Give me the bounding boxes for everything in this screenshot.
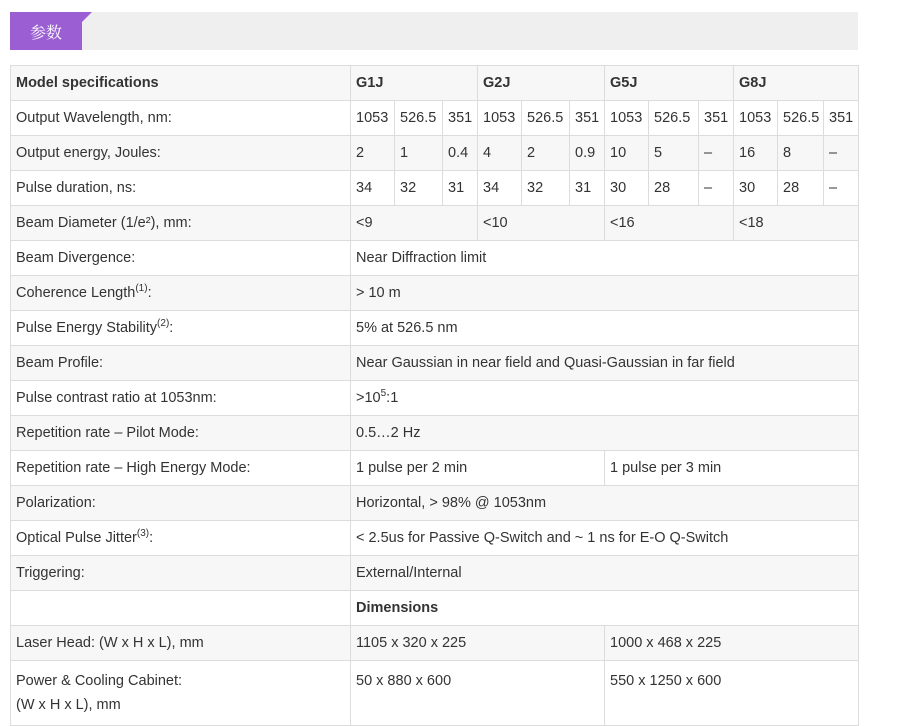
table-cell: – xyxy=(824,171,859,206)
table-cell: 351 xyxy=(570,101,605,136)
table-row-beam-diameter xyxy=(11,206,859,241)
table-cell: <9 xyxy=(351,206,478,241)
table-row-beam-profile xyxy=(11,346,859,381)
label-text: Coherence Length xyxy=(16,285,136,301)
row-label: Pulse contrast ratio at 1053nm: xyxy=(11,381,351,416)
row-label: Beam Divergence: xyxy=(11,241,351,276)
tab-corner xyxy=(82,12,92,22)
row-label: Beam Profile: xyxy=(11,346,351,381)
model-g2j: G2J xyxy=(478,66,605,101)
table-row-polarization xyxy=(11,486,859,521)
table-cell: 32 xyxy=(522,171,570,206)
table-cell: 34 xyxy=(478,171,522,206)
table-cell: 1053 xyxy=(605,101,649,136)
table-cell: 28 xyxy=(778,171,824,206)
table-cell: < 2.5us for Passive Q-Switch and ~ 1 ns for E-O Q-Switch xyxy=(351,521,859,556)
row-label: Repetition rate – High Energy Mode: xyxy=(11,451,351,486)
table-cell: 351 xyxy=(699,101,734,136)
spec-table xyxy=(10,65,859,726)
tab-bar xyxy=(10,12,858,50)
table-cell: 30 xyxy=(734,171,778,206)
table-cell: 351 xyxy=(824,101,859,136)
label-line-2: (W x H x L), mm xyxy=(16,697,121,713)
row-label: Laser Head: (W x H x L), mm xyxy=(11,626,351,661)
table-cell: 2 xyxy=(351,136,395,171)
table-row-energy xyxy=(11,136,859,171)
table-cell: 0.4 xyxy=(443,136,478,171)
label-line-1: Power & Cooling Cabinet: xyxy=(16,673,183,689)
table-row-divergence xyxy=(11,241,859,276)
section-heading: Dimensions xyxy=(351,591,859,626)
table-cell: Near Gaussian in near field and Quasi-Gaussian in far field xyxy=(351,346,859,381)
table-cell: <18 xyxy=(734,206,859,241)
row-label: Beam Diameter (1/e²), mm: xyxy=(11,206,351,241)
table-cell: 4 xyxy=(478,136,522,171)
table-cell: External/Internal xyxy=(351,556,859,591)
table-cell: <10 xyxy=(478,206,605,241)
table-cell: Near Diffraction limit xyxy=(351,241,859,276)
row-label: Model specifications xyxy=(11,66,351,101)
table-cell: 5% at 526.5 nm xyxy=(351,311,859,346)
table-cell: 0.9 xyxy=(570,136,605,171)
label-text: Pulse Energy Stability xyxy=(16,320,158,336)
value-base: >10 xyxy=(356,390,381,406)
table-row-coherence xyxy=(11,276,859,311)
table-cell: 526.5 xyxy=(649,101,699,136)
table-cell: 550 x 1250 x 600 xyxy=(605,661,859,726)
value-suffix: :1 xyxy=(386,390,399,406)
table-cell: 16 xyxy=(734,136,778,171)
table-cell: 1 pulse per 3 min xyxy=(605,451,859,486)
table-cell: 32 xyxy=(395,171,443,206)
table-cell: <16 xyxy=(605,206,734,241)
table-cell: 1000 x 468 x 225 xyxy=(605,626,859,661)
table-row-stability xyxy=(11,311,859,346)
table-cell: 1 pulse per 2 min xyxy=(351,451,605,486)
table-cell: 31 xyxy=(570,171,605,206)
table-cell: 1053 xyxy=(351,101,395,136)
model-g1j: G1J xyxy=(351,66,478,101)
table-cell xyxy=(351,381,859,416)
row-label: Output energy, Joules: xyxy=(11,136,351,171)
tab-parameters[interactable]: 参数 xyxy=(10,12,82,50)
table-row-dimensions-heading xyxy=(11,591,859,626)
model-g5j: G5J xyxy=(605,66,734,101)
row-label: Triggering: xyxy=(11,556,351,591)
footnote-ref: (3) xyxy=(136,528,150,540)
table-cell: 526.5 xyxy=(522,101,570,136)
label-suffix: : xyxy=(147,285,152,301)
table-cell: 31 xyxy=(443,171,478,206)
table-cell: 30 xyxy=(605,171,649,206)
table-cell: 1053 xyxy=(734,101,778,136)
table-row-pulse-duration xyxy=(11,171,859,206)
table-row-pilot-mode xyxy=(11,416,859,451)
label-text: Optical Pulse Jitter xyxy=(16,530,137,546)
table-cell: 2 xyxy=(522,136,570,171)
value-exponent: 5 xyxy=(380,388,387,400)
row-label xyxy=(11,311,351,346)
label-suffix: : xyxy=(169,320,174,336)
table-cell: 1053 xyxy=(478,101,522,136)
table-row-contrast xyxy=(11,381,859,416)
table-cell: 0.5…2 Hz xyxy=(351,416,859,451)
row-label xyxy=(11,521,351,556)
table-row-header xyxy=(11,66,859,101)
table-cell: – xyxy=(699,171,734,206)
table-row-wavelength xyxy=(11,101,859,136)
table-cell: – xyxy=(824,136,859,171)
table-cell: 28 xyxy=(649,171,699,206)
table-cell: 1105 x 320 x 225 xyxy=(351,626,605,661)
table-cell: 8 xyxy=(778,136,824,171)
table-cell: – xyxy=(699,136,734,171)
label-suffix: : xyxy=(149,530,154,546)
table-cell: 1 xyxy=(395,136,443,171)
footnote-ref: (2) xyxy=(157,318,170,330)
table-cell: > 10 m xyxy=(351,276,859,311)
row-label: Polarization: xyxy=(11,486,351,521)
table-cell: 5 xyxy=(649,136,699,171)
table-cell: 50 x 880 x 600 xyxy=(351,661,605,726)
model-g8j: G8J xyxy=(734,66,859,101)
table-row-triggering xyxy=(11,556,859,591)
row-label xyxy=(11,591,351,626)
table-cell: 351 xyxy=(443,101,478,136)
table-row-jitter xyxy=(11,521,859,556)
row-label: Output Wavelength, nm: xyxy=(11,101,351,136)
table-cell: 526.5 xyxy=(395,101,443,136)
row-label: Repetition rate – Pilot Mode: xyxy=(11,416,351,451)
row-label xyxy=(11,276,351,311)
row-label: Pulse duration, ns: xyxy=(11,171,351,206)
footnote-ref: (1) xyxy=(135,283,148,295)
table-cell: 526.5 xyxy=(778,101,824,136)
table-row-high-energy-mode xyxy=(11,451,859,486)
table-cell: 10 xyxy=(605,136,649,171)
table-row-laser-head xyxy=(11,626,859,661)
table-cell: Horizontal, > 98% @ 1053nm xyxy=(351,486,859,521)
table-cell: 34 xyxy=(351,171,395,206)
